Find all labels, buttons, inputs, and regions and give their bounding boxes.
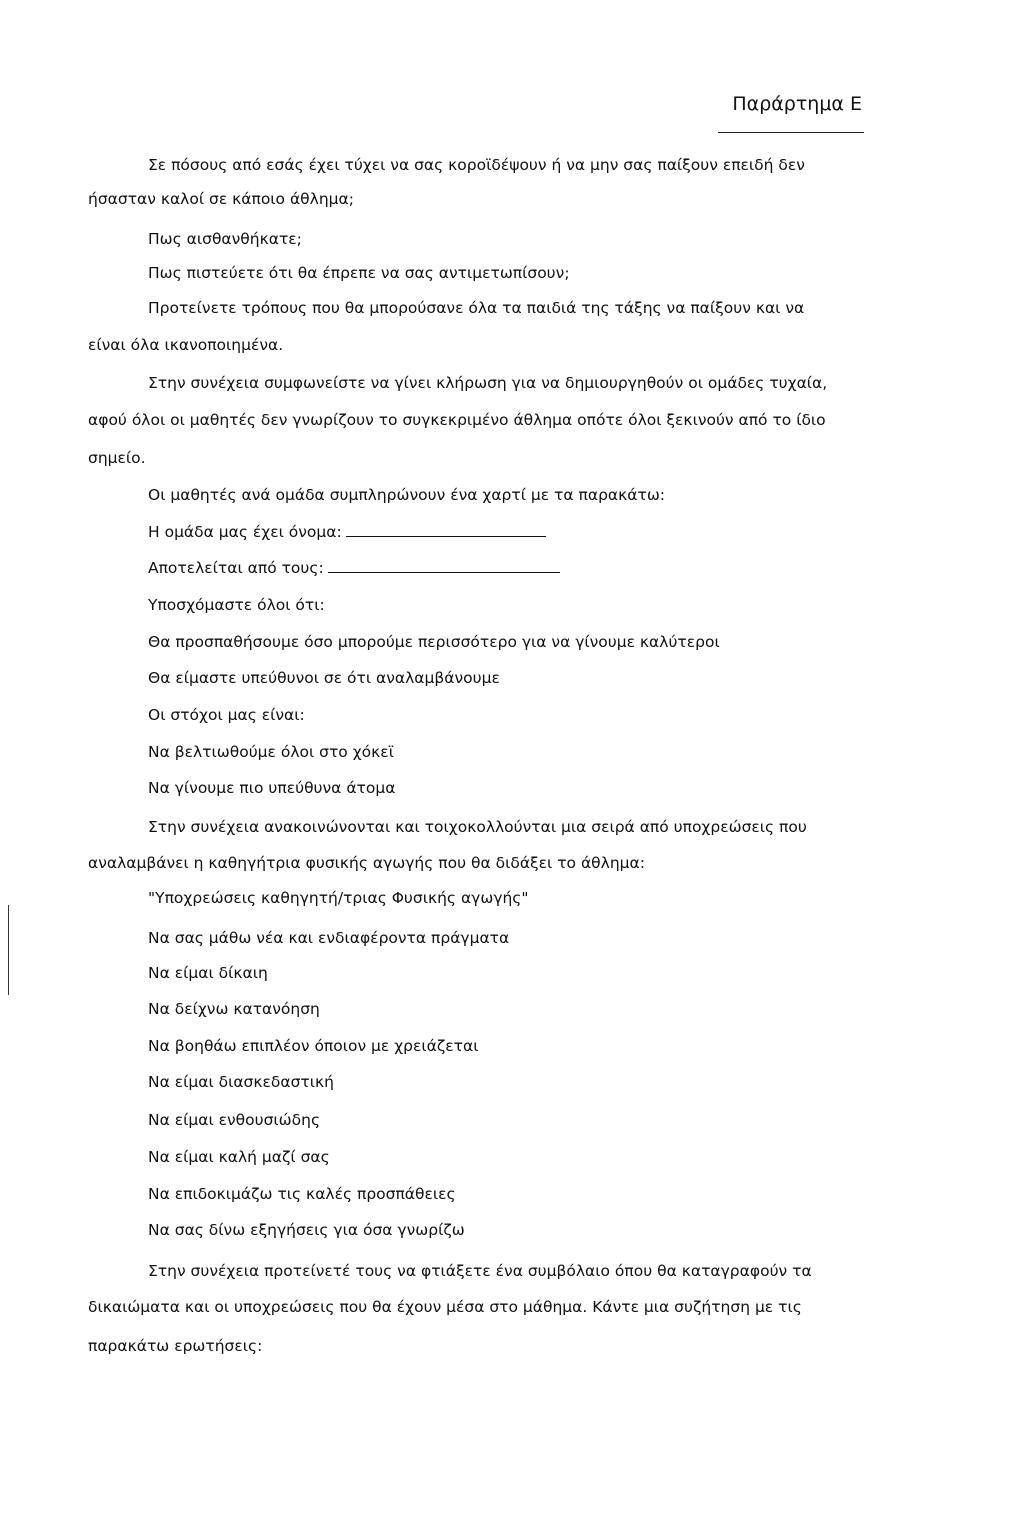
goal-item: Να γίνουμε πιο υπεύθυνα άτομα xyxy=(148,779,396,797)
text-line: αναλαμβάνει η καθηγήτρια φυσικής αγωγής που θα διδάξει το άθλημα: xyxy=(88,854,645,872)
members-label: Αποτελείται από τους: xyxy=(148,559,324,577)
text-line: Σε πόσους από εσάς έχει τύχει να σας κοροϊδέψουν ή να μην σας παίξουν επειδή δεν xyxy=(148,156,805,174)
text-line: είναι όλα ικανοποιημένα. xyxy=(88,336,284,354)
text-line: σημείο. xyxy=(88,449,146,467)
members-blank xyxy=(328,558,560,573)
members-row xyxy=(148,558,560,578)
duty-item: Να βοηθάω επιπλέον όποιον με χρειάζεται xyxy=(148,1037,479,1055)
team-name-blank xyxy=(346,522,546,537)
promise-item: Θα είμαστε υπεύθυνοι σε ότι αναλαμβάνουμε xyxy=(148,669,500,687)
duty-item: Να σας μάθω νέα και ενδιαφέροντα πράγματα xyxy=(148,929,510,947)
text-line: Στην συνέχεια προτείνετέ τους να φτιάξετε ένα συμβόλαιο όπου θα καταγραφούν τα xyxy=(148,1262,812,1280)
duty-item: Να είμαι ενθουσιώδης xyxy=(148,1111,321,1129)
margin-mark xyxy=(8,905,9,995)
goals-heading: Οι στόχοι μας είναι: xyxy=(148,706,305,724)
team-name-label: Η ομάδα μας έχει όνομα: xyxy=(148,523,342,541)
duty-item: Να είμαι καλή μαζί σας xyxy=(148,1148,330,1166)
text-line: δικαιώματα και οι υποχρεώσεις που θα έχουν μέσα στο μάθημα. Κάντε μια συζήτηση με τις xyxy=(88,1298,802,1316)
text-line: Πως πιστεύετε ότι θα έπρεπε να σας αντιμετωπίσουν; xyxy=(148,264,570,282)
duty-item: Να είμαι δίκαιη xyxy=(148,964,268,982)
text-line: Στην συνέχεια συμφωνείστε να γίνει κλήρωση για να δημιουργηθούν οι ομάδες τυχαία, xyxy=(148,374,828,392)
header-rule xyxy=(718,132,864,133)
goal-item: Να βελτιωθούμε όλοι στο χόκεϊ xyxy=(148,743,394,761)
obligations-title: "Υποχρεώσεις καθηγητή/τριας Φυσικής αγωγής" xyxy=(148,889,529,907)
text-line: Πως αισθανθήκατε; xyxy=(148,230,302,248)
duty-item: Να σας δίνω εξηγήσεις για όσα γνωρίζω xyxy=(148,1221,465,1239)
text-line: Προτείνετε τρόπους που θα μπορούσανε όλα τα παιδιά της τάξης να παίξουν και να xyxy=(148,299,805,317)
promise-item: Θα προσπαθήσουμε όσο μπορούμε περισσότερο για να γίνουμε καλύτεροι xyxy=(148,633,720,651)
text-line: ήσασταν καλοί σε κάποιο άθλημα; xyxy=(88,190,354,208)
duty-item: Να επιδοκιμάζω τις καλές προσπάθειες xyxy=(148,1185,456,1203)
appendix-title: Παράρτημα Ε xyxy=(732,93,862,115)
text-line: Οι μαθητές ανά ομάδα συμπληρώνουν ένα χαρτί με τα παρακάτω: xyxy=(148,486,666,504)
text-line: παρακάτω ερωτήσεις: xyxy=(88,1337,263,1355)
promise-heading: Υποσχόμαστε όλοι ότι: xyxy=(148,596,325,614)
text-line: Στην συνέχεια ανακοινώνονται και τοιχοκολλούνται μια σειρά από υποχρεώσεις που xyxy=(148,818,807,836)
text-line: αφού όλοι οι μαθητές δεν γνωρίζουν το συγκεκριμένο άθλημα οπότε όλοι ξεκινούν από το ίδιο xyxy=(88,411,826,429)
duty-item: Να δείχνω κατανόηση xyxy=(148,1000,320,1018)
team-name-row xyxy=(148,522,546,542)
duty-item: Να είμαι διασκεδαστική xyxy=(148,1073,334,1091)
